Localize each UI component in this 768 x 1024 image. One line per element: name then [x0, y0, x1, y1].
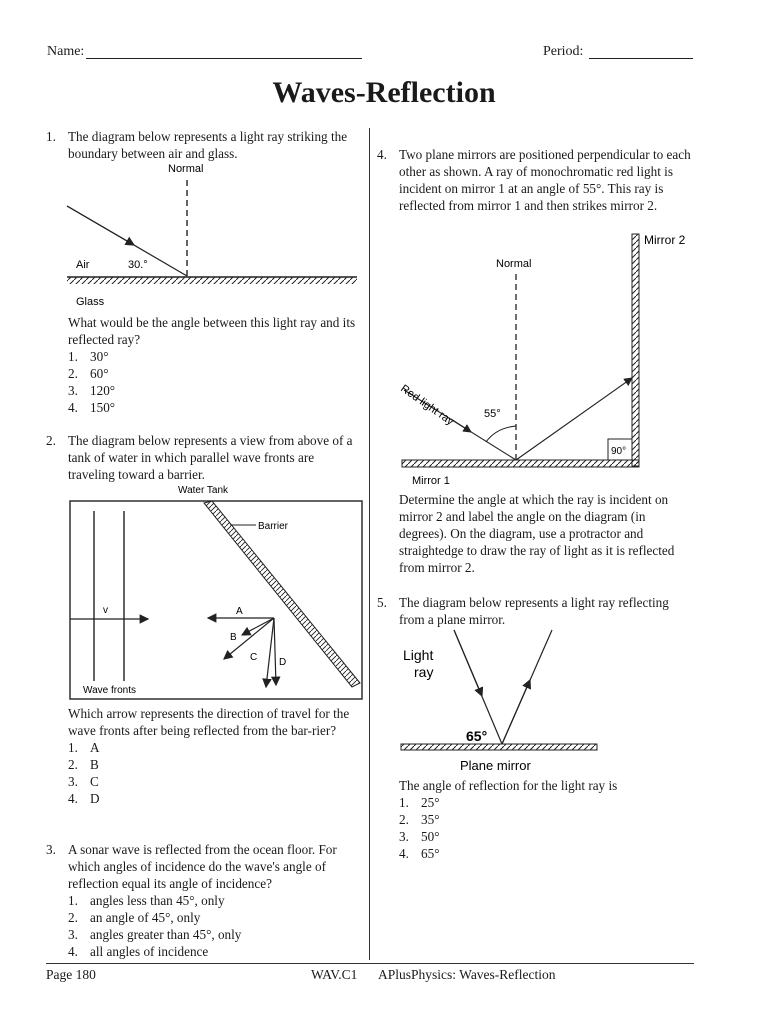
q1-option[interactable]: 4. 150° [68, 400, 116, 415]
q1-text: The diagram below represents a light ray striking the boundary between air and glass. [68, 129, 348, 161]
q5-mirror-label: Plane mirror [460, 758, 531, 773]
q5-ray-label: ray [414, 664, 434, 680]
q5-option[interactable]: 1. 25° [399, 795, 440, 810]
q2-tank [70, 501, 362, 699]
plane-mirror [401, 744, 597, 750]
q4-normal-label: Normal [496, 258, 532, 270]
q3-option[interactable]: 4. all angles of incidence [68, 944, 209, 959]
q3-options [68, 892, 364, 960]
q2-b-label: B [230, 632, 237, 643]
q3-option[interactable]: 2. an angle of 45°, only [68, 910, 201, 925]
q2-c-label: C [250, 652, 258, 663]
footer-page: Page 180 [46, 967, 96, 982]
q2-option[interactable]: 3. C [68, 774, 99, 789]
q5-question-text: The angle of reflection for the light ray is [399, 778, 618, 793]
q2-diagram [66, 481, 366, 703]
q2-tank-title: Water Tank [178, 485, 229, 496]
q5-incident-arrow [454, 630, 482, 696]
q1-diagram [62, 160, 362, 310]
q5-question [399, 777, 695, 862]
q2-d-label: D [279, 657, 287, 668]
period-label: Period: [543, 44, 584, 59]
q2-option[interactable]: 2. B [68, 757, 99, 772]
question-3 [46, 841, 364, 960]
q2-arrow-d [274, 618, 276, 685]
footer-source: APlusPhysics: Waves-Reflection [378, 967, 556, 982]
name-label: Name: [47, 44, 85, 59]
q1-glass-label: Glass [76, 296, 105, 308]
q5-light-label: Light [403, 647, 434, 663]
q1-ray-arrow [67, 206, 134, 245]
q5-number: 5. [377, 595, 387, 610]
q2-v-label: v [103, 605, 108, 616]
name-line[interactable] [86, 58, 362, 59]
q1-question [68, 314, 364, 416]
q1-option[interactable]: 1. 30° [68, 349, 109, 364]
q2-option[interactable]: 1. A [68, 740, 100, 755]
q4-question-text: Determine the angle at which the ray is incident on mirror 2 and label the angle on the diagram (in degrees). On the diagram, use a protractor and straightedge to draw the ray of light as it is reflected from mirror 2. [399, 492, 675, 575]
q4-angle-label: 55° [484, 408, 501, 420]
q4-ray-label: Red light ray [398, 382, 456, 428]
q4-question [399, 491, 695, 576]
q5-option[interactable]: 2. 35° [399, 812, 440, 827]
q1-air-label: Air [76, 259, 90, 271]
q2-a-label: A [236, 606, 243, 617]
q4-diagram [396, 230, 696, 490]
q5-options [399, 794, 695, 862]
q5-diagram [396, 626, 606, 776]
q2-text: The diagram below represents a view from above of a tank of water in which parallel wave fronts are traveling toward a barrier. [68, 433, 353, 482]
q1-question-text: What would be the angle between this light ray and its reflected ray? [68, 315, 356, 347]
q3-option[interactable]: 1. angles less than 45°, only [68, 893, 225, 908]
q2-options [68, 739, 364, 807]
q4-right-angle-label: 90° [611, 446, 627, 457]
q2-number: 2. [46, 433, 56, 448]
q1-options [68, 348, 364, 416]
mirror-2 [632, 234, 639, 466]
q5-reflected-arrow [502, 680, 530, 744]
q2-question-text: Which arrow represents the direction of travel for the wave fronts after being reflected from the bar-rier? [68, 706, 350, 738]
q2-arrow-c [266, 618, 274, 687]
footer-rule [46, 963, 694, 964]
footer-code: WAV.C1 [311, 967, 358, 982]
q3-text: A sonar wave is reflected from the ocean floor. For which angles of incidence do the wave's angle of reflection equal its angle of incidence? [68, 842, 337, 891]
page-title: Waves-Reflection [272, 76, 496, 109]
question-4 [377, 146, 695, 214]
q2-option[interactable]: 4. D [68, 791, 100, 806]
period-line[interactable] [589, 58, 693, 59]
q1-angle-label: 30.° [128, 259, 148, 271]
q1-number: 1. [46, 129, 56, 144]
mirror-1-label: Mirror 1 [412, 475, 450, 487]
q5-text: The diagram below represents a light ray reflecting from a plane mirror. [399, 595, 669, 627]
q4-incident-arrow [451, 419, 471, 432]
mirror-2-label: Mirror 2 [644, 233, 686, 247]
q3-option[interactable]: 3. angles greater than 45°, only [68, 927, 242, 942]
q4-number: 4. [377, 147, 387, 162]
q3-number: 3. [46, 842, 56, 857]
q1-option[interactable]: 2. 60° [68, 366, 109, 381]
question-2 [46, 432, 364, 483]
q2-wave-fronts-label: Wave fronts [83, 685, 136, 696]
column-divider [369, 128, 370, 960]
q2-arrow-b [242, 618, 274, 635]
mirror-1 [402, 460, 639, 467]
q5-option[interactable]: 4. 65° [399, 846, 440, 861]
q2-question [68, 705, 364, 807]
question-5 [377, 594, 695, 628]
q4-angle-arc [486, 426, 516, 442]
q5-option[interactable]: 3. 50° [399, 829, 440, 844]
q5-angle-label: 65° [466, 728, 488, 744]
question-1 [46, 128, 364, 162]
q1-glass-hatch [67, 277, 357, 284]
q2-barrier-label: Barrier [258, 521, 289, 532]
q4-text: Two plane mirrors are positioned perpendicular to each other as shown. A ray of monochromatic red light is incident on mirror 1 at an angle of 55°. This ray is reflected from mirror 1 and then strikes mirror 2. [399, 147, 691, 213]
q1-option[interactable]: 3. 120° [68, 383, 116, 398]
q1-normal-label: Normal [168, 163, 204, 175]
